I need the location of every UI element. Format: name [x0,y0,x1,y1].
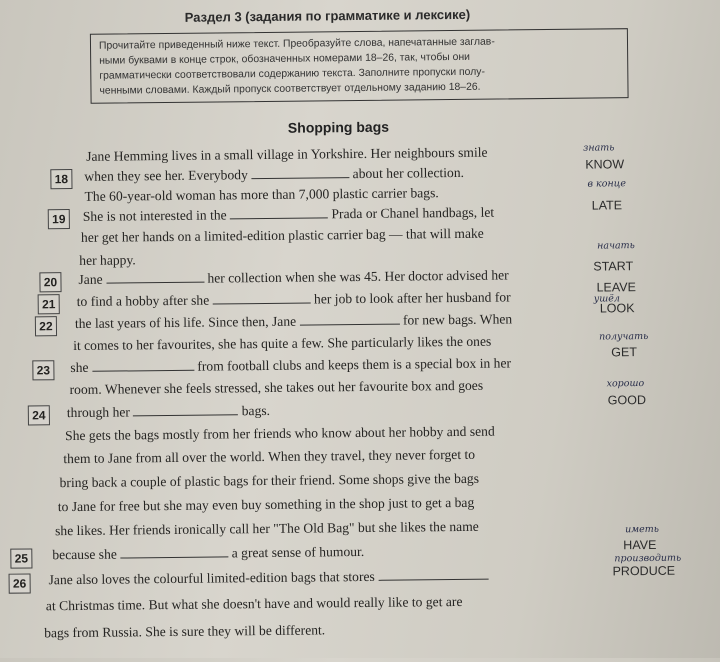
handwritten-note: в конце [587,178,626,190]
keyword: LOOK [599,301,635,316]
answer-blank[interactable] [213,292,311,305]
text-line: bring back a couple of plastic bags for their friend. Some shops give the bags [59,470,480,491]
keyword: PRODUCE [612,563,676,579]
handwritten-note: производить [614,552,682,565]
answer-blank[interactable] [299,313,399,326]
instructions-line: грамматически соответствовали содержанию текста. Заполните пропуски полу- [99,66,485,82]
handwritten-note: получать [599,330,649,343]
text-line: bags from Russia. She is sure they will be different. [44,622,326,641]
task-number: 20 [39,272,61,292]
keyword: GET [611,345,638,360]
keyword: START [593,259,634,274]
text-line: it comes to her favourites, she has quite a few. She particularly likes the ones [73,333,492,354]
text-line: at Christmas time. But what she doesn't have and would really like to get are [45,593,463,614]
text-line: room. Whenever she feels stressed, she takes out her favourite box and goes [69,377,484,398]
handwritten-note: иметь [625,523,659,536]
text-line: when they see her. Everybody about her collection. [84,164,465,184]
instructions-box [90,28,629,104]
task-number: 23 [32,360,54,380]
text-line: The 60-year-old woman has more than 7,000 plastic carrier bags. [84,185,439,204]
answer-blank[interactable] [106,271,204,284]
text-line: to find a hobby after she her job to look after her husband for [76,289,511,309]
text-line: Jane her collection when she was 45. Her doctor advised her [78,267,509,287]
task-number: 19 [48,209,70,229]
task-number: 18 [50,169,72,189]
keyword: LATE [591,198,623,213]
task-number: 26 [9,573,31,593]
text-line: she from football clubs and keeps them is a special box in her [70,355,512,376]
text-line: the last years of his life. Since then, Jane for new bags. When [74,311,513,331]
text-line: She gets the bags mostly from her friends who know about her hobby and send [65,423,495,444]
handwritten-note: ушёл [593,293,620,305]
task-number: 24 [28,405,50,425]
instructions-line: Прочитайте приведенный ниже текст. Преобразуйте слова, напечатанные заглав- [98,36,495,52]
task-number: 21 [38,294,60,314]
answer-blank[interactable] [120,545,228,558]
task-number: 22 [35,316,57,336]
text-line: She is not interested in the Prada or Chanel handbags, let [82,204,495,224]
text-line: Jane Hemming lives in a small village in Yorkshire. Her neighbours smile [86,144,488,164]
text-line: to Jane for free but she may even buy something in the shop just to get a bag [57,494,475,515]
section-header: Раздел 3 (задания по грамматике и лексике) [184,6,471,25]
text-line: through her bags. [66,402,271,421]
text-line: them to Jane from all over the world. When they travel, they never forget to [63,446,476,467]
task-number: 25 [10,548,32,568]
text-title: Shopping bags [287,118,390,136]
text-line: her get her hands on a limited-edition plastic carrier bag — that will make [80,225,484,245]
answer-blank[interactable] [133,403,238,416]
keyword: GOOD [607,393,647,408]
answer-blank[interactable] [251,166,349,179]
text-line: Jane also loves the colourful limited-edition bags that stores [49,568,489,589]
answer-blank[interactable] [378,568,488,581]
handwritten-note: хорошо [606,378,645,390]
keyword: LEAVE [596,280,637,295]
answer-blank[interactable] [230,206,328,219]
text-line: she likes. Her friends ironically call her "The Old Bag" but she likes the name [55,518,479,539]
text-line: her happy. [79,252,136,268]
handwritten-note: начать [597,240,635,252]
text-line: because she a great sense of humour. [52,543,365,563]
instructions-line: ными буквами в конце строк, обозначенных номерами 18–26, так, чтобы они [99,51,471,67]
keyword: HAVE [623,537,657,553]
answer-blank[interactable] [92,359,194,372]
instructions-line: ченными словами. Каждый пропуск соответствует отдельному заданию 18–26. [99,81,481,97]
keyword: KNOW [585,157,625,172]
handwritten-note: знать [583,142,615,154]
